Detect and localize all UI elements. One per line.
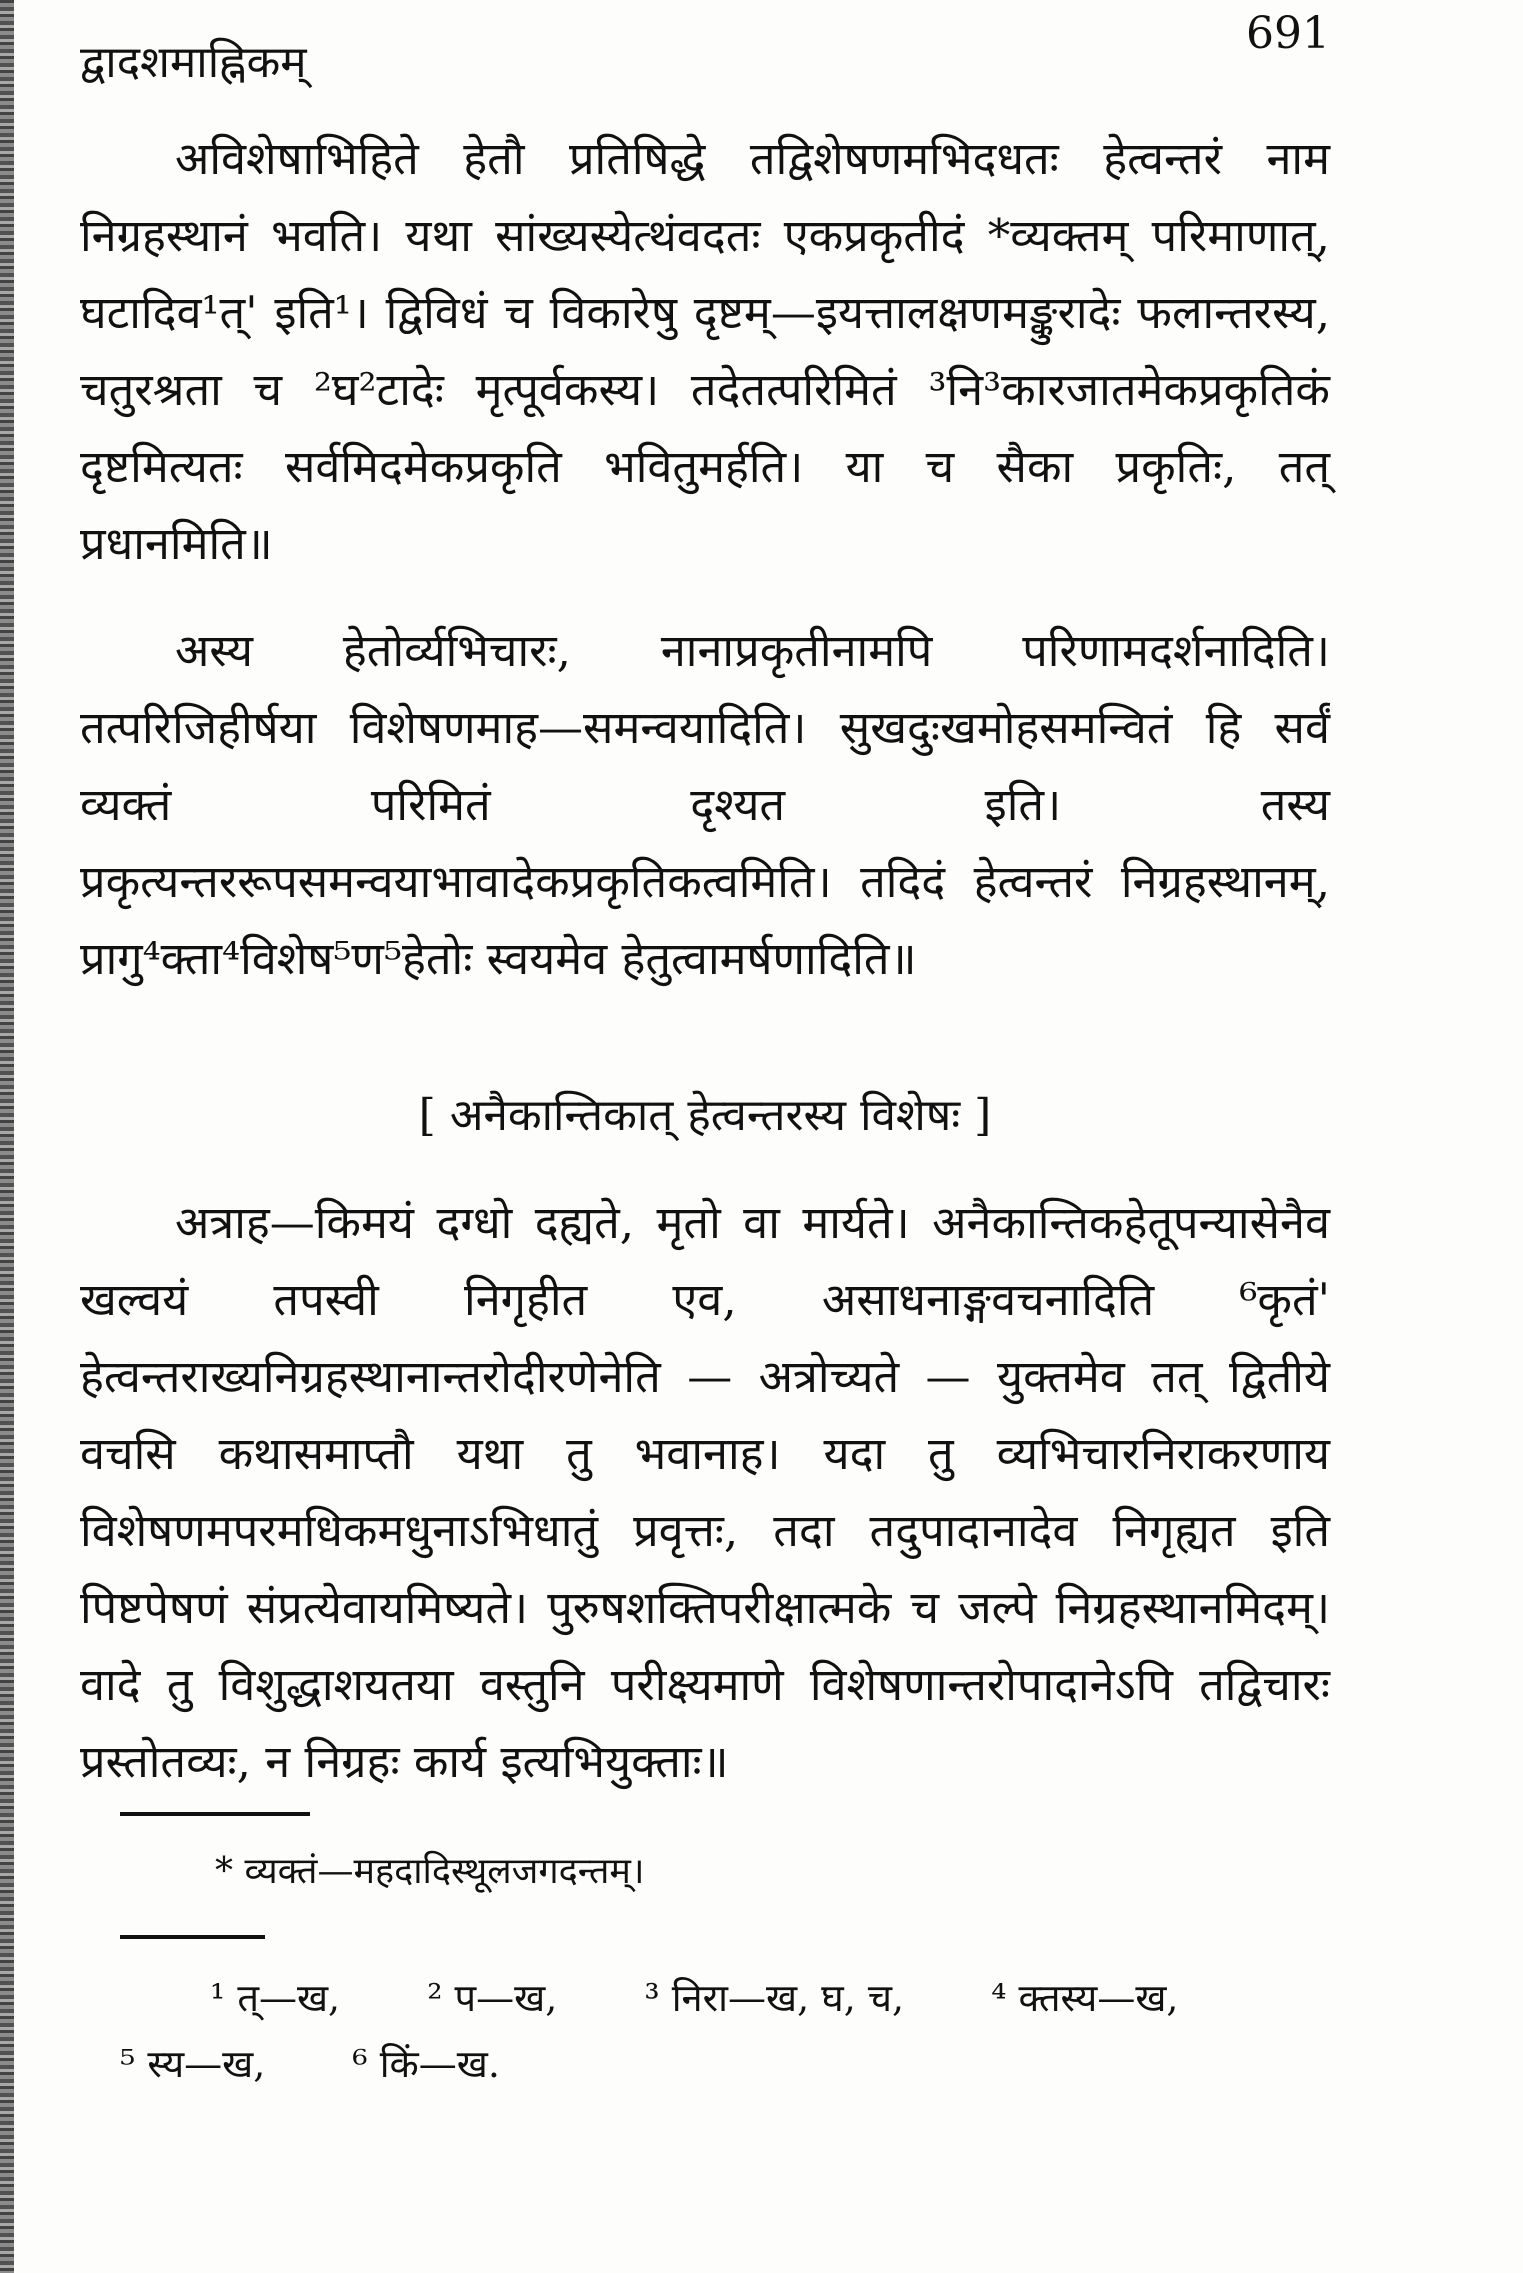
section-heading: [ अनैकान्तिकात् हेत्वन्तरस्य विशेषः ] xyxy=(418,1090,992,1141)
paragraph-3: अत्राह—किमयं दग्धो दह्यते, मृतो वा मार्यते। अनैकान्तिकहेतूपन्यासेनैव खल्वयं तपस्वी निगृहीत एव, असाधनाङ्गवचनादिति ⁶कृतं' हेत्वन्तराख्यनिग्रहस्थानान्तरोदीरणेनेति — अत्रोच्यते — युक्तमेव तत् द्वितीये वचसि कथासमाप्तौ यथा तु भवानाह। यदा तु व्यभिचारनिराकरणाय विशेषणमपरमधिकमधुनाऽभिधातुं प्रवृत्तः, तदा तदुपादानादेव निगृह्यत इति पिष्टपेषणं संप्रत्येवायमिष्यते। पुरुषशक्तिपरीक्षात्मके च जल्पे निग्रहस्थानमिदम्। वादे तु विशुद्धाशयतया वस्तुनि परीक्ष्यमाणे विशेषणान्तरोपादानेऽपि तद्विचारः प्रस्तोतव्यः, न निग्रहः कार्य इत्यभियुक्ताः॥ xyxy=(80,1196,1330,1788)
variant-note: ⁶ किं—ख. xyxy=(352,2042,500,2086)
page-number: 691 xyxy=(1246,8,1330,59)
page xyxy=(80,0,1330,2273)
variant-note: ⁵ स्य—ख, xyxy=(120,2042,266,2086)
variant-note: ² प—ख, xyxy=(427,1976,558,2020)
variant-row-2 xyxy=(120,2031,1320,2097)
footnote-star: * व्यक्तं—महदादिस्थूलजगदन्तम्। xyxy=(215,1851,645,1892)
variant-note: ¹ त्—ख, xyxy=(210,1976,341,2020)
variant-row-1 xyxy=(120,1965,1320,2031)
paragraph-2: अस्य हेतोर्व्यभिचारः, नानाप्रकृतीनामपि परिणामदर्शनादिति। तत्परिजिहीर्षया विशेषणमाह—समन्वयादिति। सुखदुःखमोहसमन्वितं हि सर्वं व्यक्तं परिमितं दृश्यत इति। तस्य प्रकृत्यन्तररूपसमन्वयाभावादेकप्रकृतिकत्वमिति। तदिदं हेत्वन्तरं निग्रहस्थानम्, प्रागु⁴क्ता⁴विशेष⁵ण⁵हेतोः स्वयमेव हेतुत्वामर्षणादिति॥ xyxy=(80,624,1330,985)
variant-note: ³ निरा—ख, घ, च, xyxy=(644,1976,905,2020)
variant-note: ⁴ क्तस्य—ख, xyxy=(991,1976,1179,2020)
variants-divider xyxy=(120,1935,265,1939)
main-text xyxy=(80,120,1330,1800)
running-head: द्वादशमाह्निकम् xyxy=(80,37,307,88)
paragraph-1: अविशेषाभिहिते हेतौ प्रतिषिद्धे तद्विशेषणमभिदधतः हेत्वन्तरं नाम निग्रहस्थानं भवति। यथा सांख्यस्येत्थंवदतः एकप्रकृतीदं *व्यक्तम् परिमाणात्, घटादिव¹त्' इति¹। द्विविधं च विकारेषु दृष्टम्—इयत्तालक्षणमङ्कुरादेः फलान्तरस्य, चतुरश्रता च ²घ²टादेः मृत्पूर्वकस्य। तदेतत्परिमितं ³नि³कारजातमेकप्रकृतिकं दृष्टमित्यतः सर्वमिदमेकप्रकृति भवितुमर्हति। या च सैका प्रकृतिः, तत् प्रधानमिति॥ xyxy=(80,132,1330,570)
page-edge-shadow xyxy=(0,0,14,2273)
variant-readings xyxy=(120,1965,1320,2097)
footnote-divider xyxy=(120,1812,310,1816)
